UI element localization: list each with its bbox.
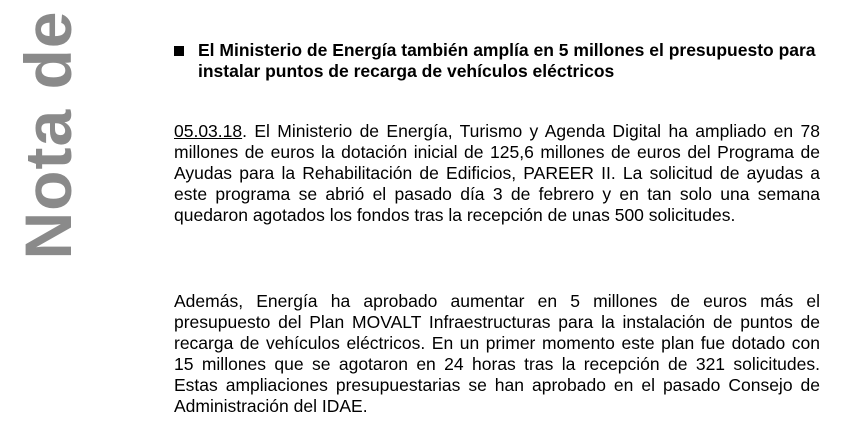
square-bullet-icon <box>174 46 184 56</box>
headline-block <box>174 40 834 82</box>
side-label-text: Nota de <box>11 10 85 260</box>
side-label <box>4 0 92 270</box>
press-date: 05.03.18 <box>174 121 243 141</box>
paragraph-2: Además, Energía ha aprobado aumentar en 5 millones de euros más el presupuesto del Plan MOVALT Infraestructuras para la instalación de puntos de recarga de vehículos eléctricos. En un primer momento este plan fue dotado con 15 millones que se agotaron en 24 horas tras la recepción de 321 solicitudes. Estas ampliaciones presupuestarias se han aprobado en el pasado Consejo de Administración del IDAE. <box>174 291 820 416</box>
paragraph-1 <box>174 121 820 226</box>
paragraph-1-text: . El Ministerio de Energía, Turismo y Agenda Digital ha ampliado en 78 millones de euros la dotación inicial de 125,6 millones de euros del Programa de Ayudas para la Rehabilitación de Edificios, PAREER II. La solicitud de ayudas a este programa se abrió el pasado día 3 de febrero y en tan solo una semana quedaron agotados los fondos tras la recepción de unas 500 solicitudes. <box>174 121 820 225</box>
headline: El Ministerio de Energía también amplía en 5 millones el presupuesto para instalar puntos de recarga de vehículos eléctricos <box>198 40 816 81</box>
